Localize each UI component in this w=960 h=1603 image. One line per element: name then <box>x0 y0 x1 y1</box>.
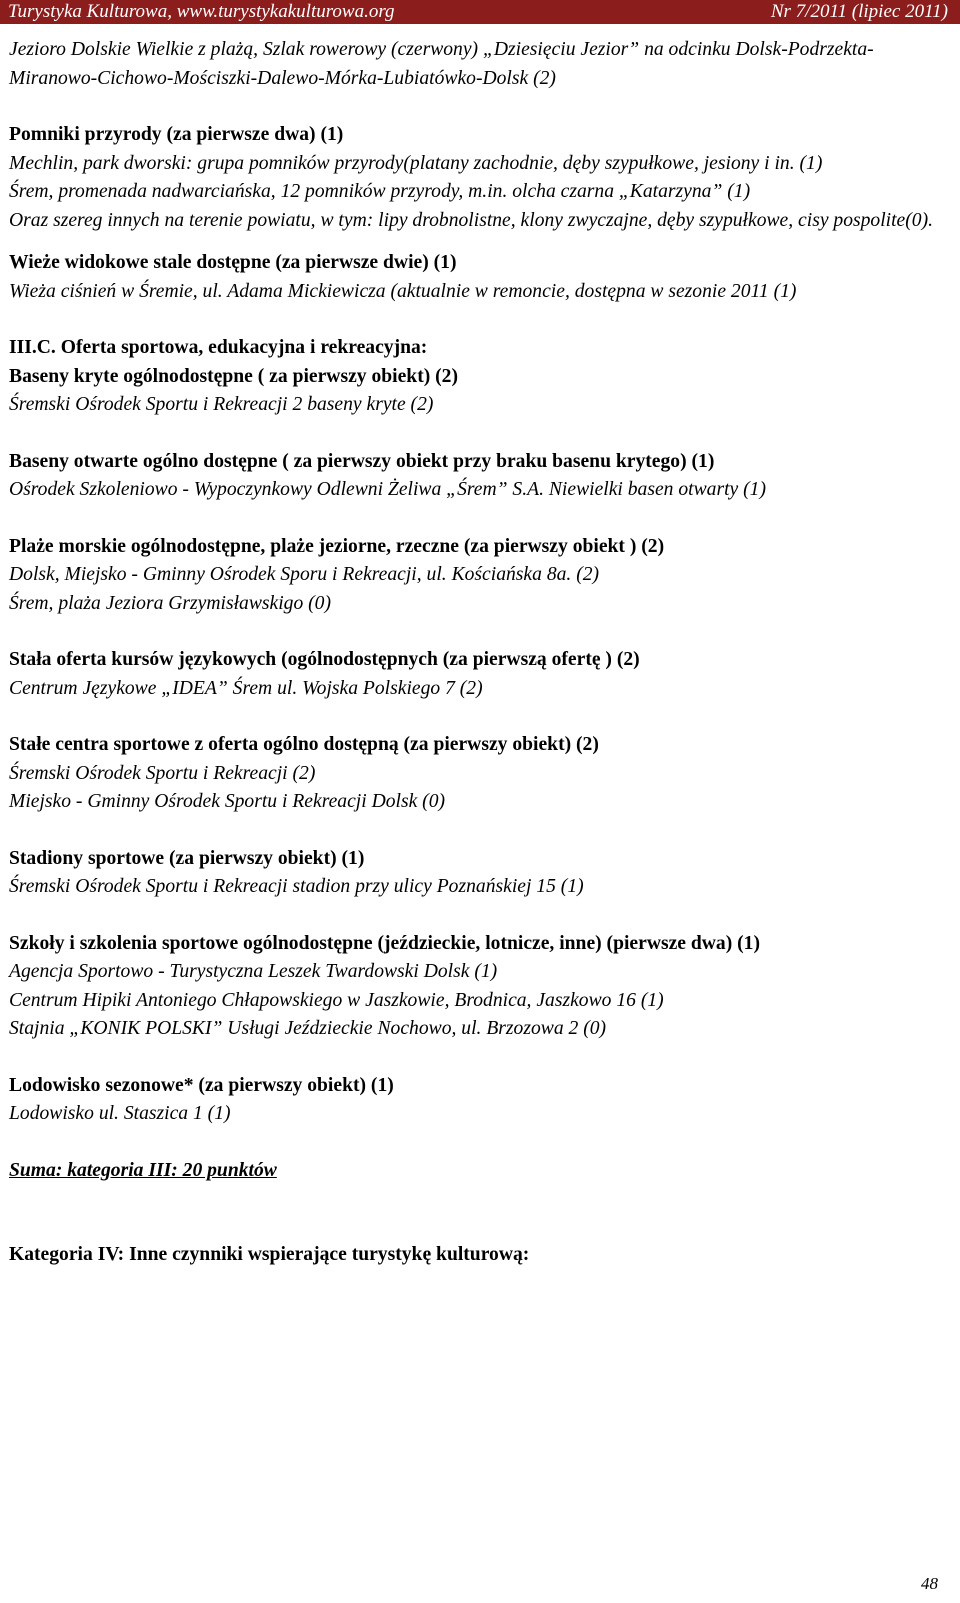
list-item: Centrum Hipiki Antoniego Chłapowskiego w Jaszkowie, Brodnica, Jaszkowo 16 (1) <box>9 989 664 1011</box>
list-item: Stajnia „KONIK POLSKI” Usługi Jeździeckie Nochowo, ul. Brzozowa 2 (0) <box>9 1018 607 1039</box>
header-site-title: Turystyka Kulturowa, www.turystykakulturowa.org <box>8 1 395 22</box>
list-item: Śrem, promenada nadwarciańska, 12 pomników przyrody, m.in. olcha czarna „Katarzyna” (1) <box>9 181 751 202</box>
section-heading: Lodowisko sezonowe* (za pierwszy obiekt) (1) <box>9 1074 394 1096</box>
list-item: Oraz szereg innych na terenie powiatu, w tym: lipy drobnolistne, klony zwyczajne, dęby szypułkowe, cisy pospolite(0). <box>9 209 933 231</box>
list-item: Śremski Ośrodek Sportu i Rekreacji (2) <box>9 762 316 784</box>
document-body <box>9 36 949 1270</box>
list-item: Agencja Sportowo - Turystyczna Leszek Twardowski Dolsk (1) <box>9 961 498 982</box>
section-heading: III.C. Oferta sportowa, edukacyjna i rekreacyjna: <box>9 337 428 358</box>
list-item: Wieża ciśnień w Śremie, ul. Adama Mickiewicza (aktualnie w remoncie, dostępna w sezonie 2011 (1) <box>9 280 797 302</box>
page-header <box>0 0 960 24</box>
list-item: Dolsk, Miejsko - Gminny Ośrodek Sporu i Rekreacji, ul. Kościańska 8a. (2) <box>9 564 600 585</box>
list-item: Centrum Językowe „IDEA” Śrem ul. Wojska Polskiego 7 (2) <box>9 677 483 699</box>
section-heading: Baseny otwarte ogólno dostępne ( za pierwszy obiekt przy braku basenu krytego) (1) <box>9 450 715 472</box>
list-item: Śremski Ośrodek Sportu i Rekreacji stadion przy ulicy Poznańskiej 15 (1) <box>9 876 584 897</box>
section-heading: Stała oferta kursów językowych (ogólnodostępnych (za pierwszą ofertę ) (2) <box>9 649 640 670</box>
list-item: Mechlin, park dworski: grupa pomników przyrody(platany zachodnie, dęby szypułkowe, jesiony i in. (1) <box>9 152 823 174</box>
section-heading: Szkoły i szkolenia sportowe ogólnodostępne (jeździeckie, lotnicze, inne) (pierwsze dwa) (1) <box>9 932 761 954</box>
section-subheading: Baseny kryte ogólnodostępne ( za pierwszy obiekt) (2) <box>9 365 458 387</box>
paragraph-lake-trail: Jezioro Dolskie Wielkie z plażą, Szlak rowerowy (czerwony) „Dziesięciu Jezior” na odcinku Dolsk-Podrzekta-Miranowo-Cichowo-Mościszki-Dalewo-Mórka-Lubiatówko-Dolsk (2) <box>9 39 874 89</box>
list-item: Lodowisko ul. Staszica 1 (1) <box>9 1103 231 1124</box>
page-number: 48 <box>921 1574 938 1593</box>
category-summary: Suma: kategoria III: 20 punktów <box>9 1159 277 1181</box>
list-item: Ośrodek Szkoleniowo - Wypoczynkowy Odlewni Żeliwa „Śrem” S.A. Niewielki basen otwarty (1) <box>9 479 766 500</box>
section-heading: Plaże morskie ogólnodostępne, plaże jeziorne, rzeczne (za pierwszy obiekt ) (2) <box>9 535 665 557</box>
next-category-heading: Kategoria IV: Inne czynniki wspierające turystykę kulturową: <box>9 1244 530 1265</box>
section-heading: Stałe centra sportowe z oferta ogólno dostępną (za pierwszy obiekt) (2) <box>9 734 599 755</box>
section-heading: Pomniki przyrody (za pierwsze dwa) (1) <box>9 124 344 145</box>
header-issue: Nr 7/2011 (lipiec 2011) <box>770 1 948 22</box>
list-item: Śrem, plaża Jeziora Grzymisławskigo (0) <box>9 592 332 614</box>
list-item: Śremski Ośrodek Sportu i Rekreacji 2 baseny kryte (2) <box>9 394 434 415</box>
section-heading: Stadiony sportowe (za pierwszy obiekt) (1) <box>9 847 365 869</box>
section-heading: Wieże widokowe stale dostępne (za pierwsze dwie) (1) <box>9 252 457 273</box>
list-item: Miejsko - Gminny Ośrodek Sportu i Rekreacji Dolsk (0) <box>9 791 446 812</box>
